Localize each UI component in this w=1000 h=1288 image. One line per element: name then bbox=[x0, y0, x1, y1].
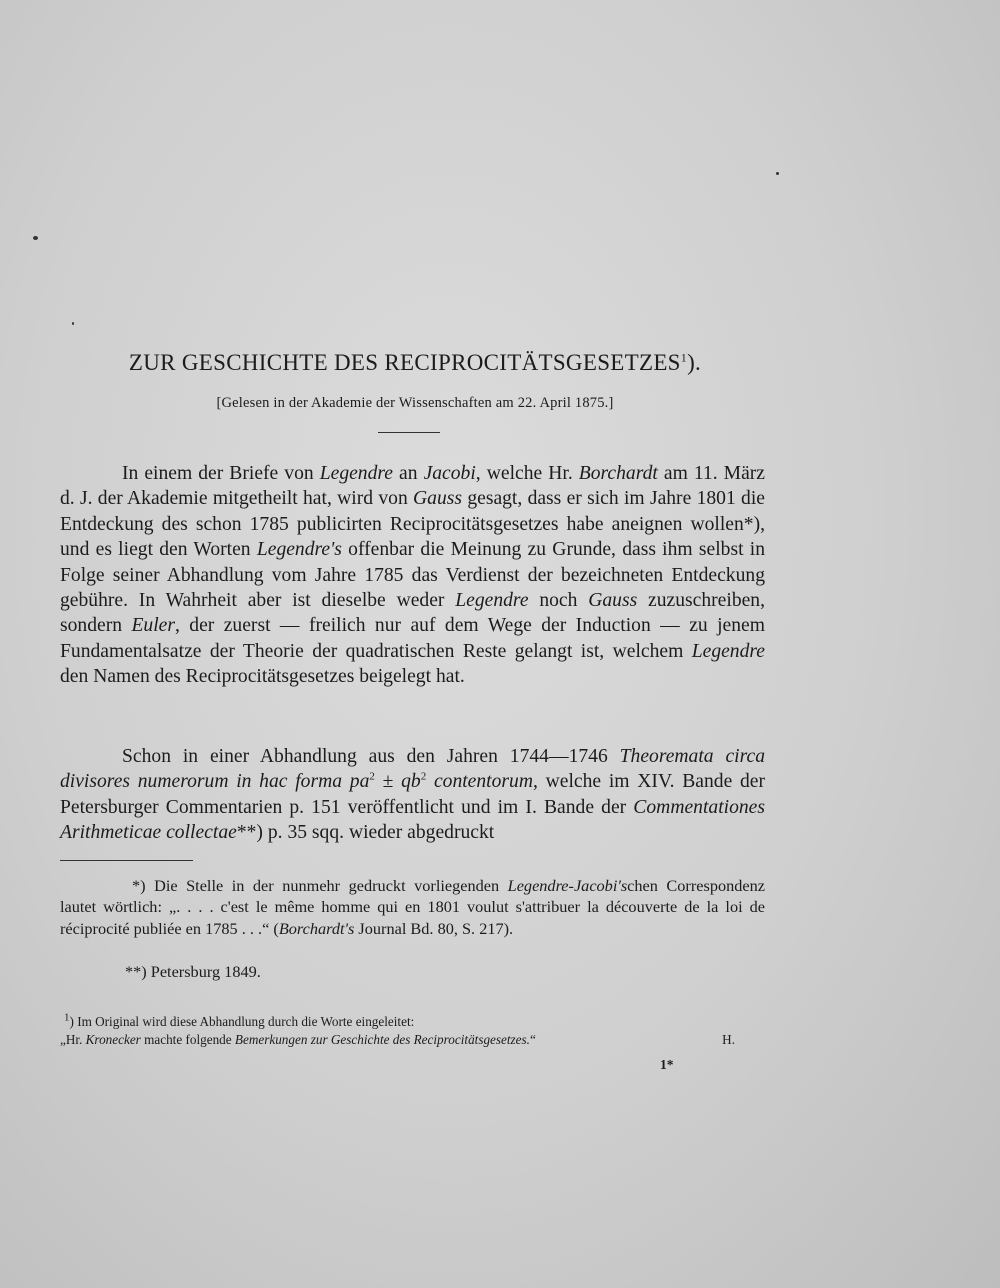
p2-latin-title: contentorum bbox=[433, 771, 533, 793]
formula-plus-minus: ± bbox=[374, 771, 402, 793]
p1-text: am 11. März d. J. der Akademie mitgetheilt hat, wird von bbox=[60, 463, 765, 510]
p1-text: offenbar die Meinung zu Grunde, dass ihm selbst in Folge seiner Abhandlung vom Jahre 1785 das Verdienst der bezeichneten Entdeckung gebühre. In Wahrheit aber ist dieselbe weder bbox=[60, 539, 765, 612]
p1-text: noch bbox=[528, 590, 589, 612]
p1-text: zuzuschreiben, sondern bbox=[60, 590, 766, 637]
p1-name: Euler bbox=[131, 615, 175, 637]
editor-note-text: ) Im Original wird diese Abhandlung durch die Worte eingeleitet: bbox=[69, 1014, 415, 1029]
p1-text: In einem der Briefe von bbox=[122, 463, 320, 484]
scan-speck bbox=[776, 172, 779, 175]
p1-text: gesagt, dass er sich im Jahre 1801 die Entdeckung des schon 1785 publicirten Reciprocitätsgesetzes habe aneignen wollen*), und es liegt den Worten bbox=[60, 488, 765, 561]
p1-name: Borchardt bbox=[578, 463, 658, 484]
footnote-2: **) Petersburg 1849. bbox=[125, 962, 261, 981]
p2-text: **) p. 35 sqq. wieder abgedruckt bbox=[236, 822, 495, 844]
editor-initial: H. bbox=[722, 1032, 735, 1047]
p1-name: Legendre bbox=[455, 590, 529, 612]
formula-qb: qb bbox=[401, 771, 421, 793]
title-footnote-mark: 1 bbox=[680, 350, 688, 365]
editor-note-name: Kronecker bbox=[85, 1032, 141, 1047]
article-subtitle: [Gelesen in der Akademie der Wissenschaften am 22. April 1875.] bbox=[216, 395, 614, 411]
p2-text: Schon in einer Abhandlung aus den Jahren 1744—1746 bbox=[122, 746, 620, 767]
fn1-name: Borchardt's bbox=[278, 918, 355, 938]
editor-note-mark: 1 bbox=[64, 1011, 70, 1024]
footnote-rule bbox=[60, 860, 193, 861]
title-text: ZUR GESCHICHTE DES RECIPROCITÄTSGESETZES bbox=[128, 350, 681, 375]
scan-speck bbox=[72, 322, 74, 325]
title-separator-rule bbox=[378, 432, 440, 433]
p1-text: den Namen des Reciprocitätsgesetzes beigelegt hat. bbox=[60, 666, 465, 688]
p1-text: , der zuerst — freilich nur auf dem Wege der Induction — zu jenem Fundamentalsatze der Theorie der quadratischen Reste gelangt ist, welchem bbox=[60, 615, 765, 662]
p2-text: , welche im XIV. Bande der Petersburger Commentarien p. 151 veröffentlicht und im I. Bande der bbox=[60, 771, 766, 818]
editor-note-line-2 bbox=[60, 1030, 765, 1049]
title-end: ). bbox=[687, 350, 702, 375]
editor-note-line-1 bbox=[60, 1012, 769, 1031]
paragraph-1 bbox=[60, 461, 765, 690]
p1-name: Gauss bbox=[588, 590, 638, 612]
p1-name: Gauss bbox=[413, 488, 463, 510]
fn1-name: Legendre-Jacobi's bbox=[507, 876, 628, 895]
p1-name: Legendre bbox=[691, 640, 765, 662]
p1-name: Legendre bbox=[319, 463, 393, 484]
formula-pa: pa bbox=[349, 771, 370, 793]
editor-note-text: “ bbox=[529, 1032, 536, 1047]
formula-exponent: 2 bbox=[369, 770, 375, 783]
p2-collection-title: Commentationes Arithmeticae collectae bbox=[60, 796, 765, 844]
editor-note-text: „Hr. bbox=[60, 1032, 86, 1047]
article-title bbox=[60, 350, 770, 376]
fn1-text: *) Die Stelle in der nunmehr gedruckt vorliegenden bbox=[132, 876, 508, 895]
paragraph-2 bbox=[60, 744, 765, 846]
fn1-text: chen Correspondenz lautet wörtlich: „. . . . c'est le même homme qui en 1801 voulut s'attribuer la découverte de la loi de réciprocité publiée en 1785 . . .“ ( bbox=[60, 876, 765, 938]
p1-name: Jacobi bbox=[423, 463, 476, 484]
p1-text: , welche Hr. bbox=[475, 463, 579, 484]
formula-exponent: 2 bbox=[420, 770, 427, 783]
footnote-1 bbox=[60, 875, 765, 939]
scan-speck bbox=[33, 236, 38, 240]
fn1-text: Journal Bd. 80, S. 217). bbox=[354, 918, 514, 938]
editor-note-text: machte folgende bbox=[140, 1032, 235, 1047]
editor-note-quote: Bemerkungen zur Geschichte des Reciprocitätsgesetzes. bbox=[234, 1032, 530, 1047]
p1-text: an bbox=[393, 463, 424, 484]
p2-latin-title: Theoremata circa divisores numerorum in hac forma bbox=[60, 746, 765, 793]
p1-name: Legendre's bbox=[256, 539, 342, 561]
signature-mark: 1* bbox=[660, 1057, 674, 1072]
